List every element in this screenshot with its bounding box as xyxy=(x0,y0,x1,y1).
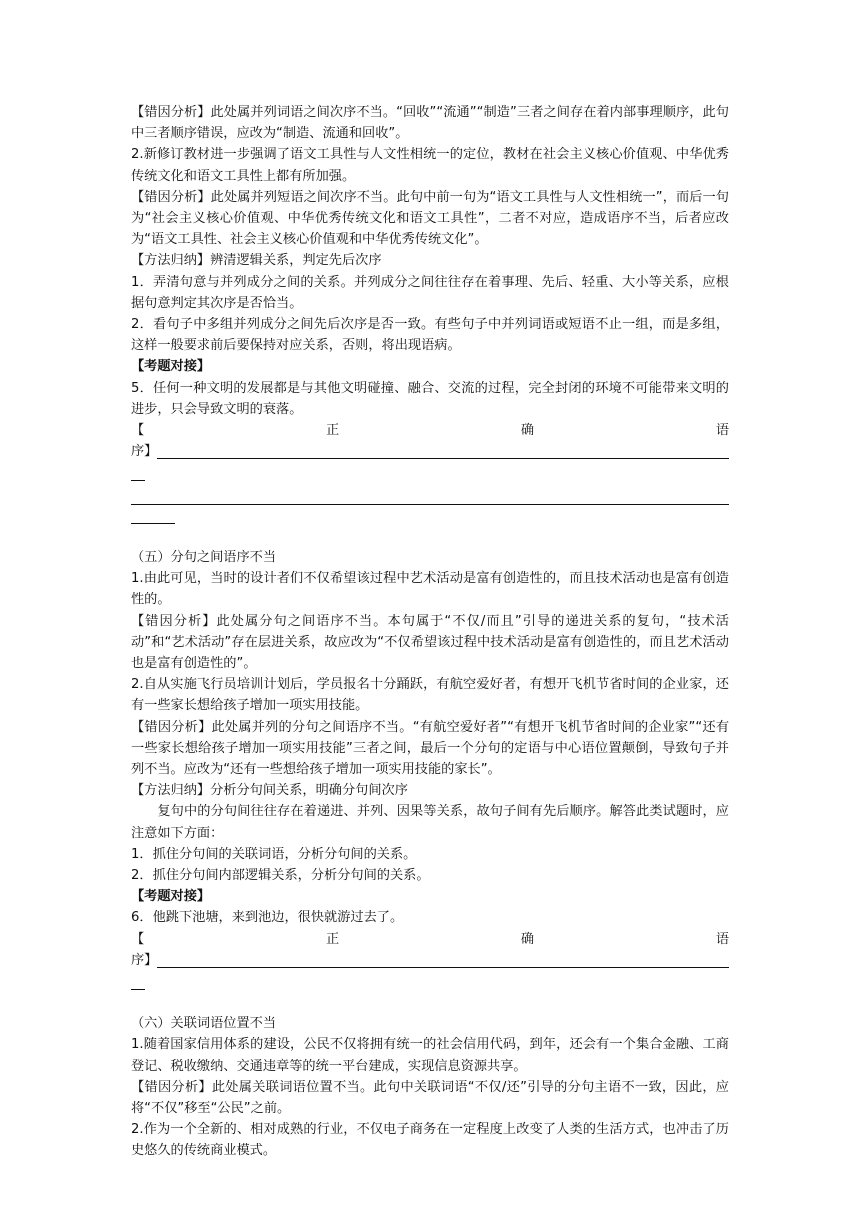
error-analysis-1: 【错因分析】此处属并列词语之间次序不当。“回收”“流通”“制造”三者之间存在着内部事理顺序，此句中三者顺序错误，应改为“制造、流通和回收”。 xyxy=(131,105,729,142)
section-5-analysis-2: 【错因分析】此处属并列的分句之间语序不当。“有航空爱好者”“有想开飞机节省时间的企业家”“还有一些家长想给孩子增加一项实用技能”三者之间，最后一个分句的定语与中心语位置颠倒，导致句子并列不当。应改为“还有一些想给孩子增加一项实用技能的家长”。 xyxy=(131,719,729,778)
answer-stub-row xyxy=(131,462,729,483)
answer-prompt-row-6 xyxy=(131,929,729,950)
answer-stub xyxy=(131,974,145,990)
exam-link-heading: 【考题对接】 xyxy=(131,359,211,375)
question-5: 5．任何一种文明的发展都是与其他文明碰撞、融合、交流的过程，完全封闭的环境不可能带来文明的进步，只会导致文明的衰落。 xyxy=(131,380,729,417)
answer-blank[interactable] xyxy=(157,950,729,968)
section-5-example-2: 2.自从实施飞行员培训计划后，学员报名十分踊跃，有航空爱好者，有想开飞机节省时间的企业家，还有一些家长想给孩子增加一项实用技能。 xyxy=(131,677,729,714)
answer-char-yu: 语 xyxy=(715,423,729,439)
document-page xyxy=(131,102,729,1162)
answer-stub-row-2 xyxy=(131,505,729,526)
section-6-analysis-1: 【错因分析】此处属关联词语位置不当。此句中关联词语“不仅/还”引导的分句主语不一致，因此，应将“不仅”移至“公民”之前。 xyxy=(131,1079,729,1117)
method-point-2: 2．看句子中多组并列成分之间先后次序是否一致。有些句子中并列词语或短语不止一组，而是多组，这样一般要求前后要保持对应关系，否则，将出现语病。 xyxy=(131,317,729,354)
answer-char-zheng: 正 xyxy=(325,931,340,947)
section-5-title: （五）分句之间语序不当 xyxy=(131,550,277,566)
answer-bracket-open: 【 xyxy=(131,931,145,947)
question-6: 6．他跳下池塘，来到池边，很快就游过去了。 xyxy=(131,910,404,926)
answer-line-6[interactable] xyxy=(131,950,729,971)
error-analysis-2: 【错因分析】此处属并列短语之间次序不当。此句中前一句为“语文工具性与人文性相统一”，而后一句为“社会主义核心价值观、中华优秀传统文化和语文工具性”，二者不对应，造成语序不当，后者应改为“语文工具性、社会主义核心价值观和中华优秀传统文化”。 xyxy=(131,189,729,248)
answer-char-xu: 序】 xyxy=(131,444,158,460)
answer-char-que: 确 xyxy=(520,423,535,439)
answer-char-xu: 序】 xyxy=(131,952,158,968)
method-point-1: 1．弄清句意与并列成分之间的关系。并列成分之间往往存在着事理、先后、轻重、大小等关系，应根据句意判定其次序是否恰当。 xyxy=(131,274,729,311)
section-5-method-2: 2．抓住分句间内部逻辑关系，分析分句间的关系。 xyxy=(131,868,430,884)
section-gap xyxy=(131,992,729,1013)
answer-extra-line[interactable] xyxy=(131,484,729,505)
answer-blank[interactable] xyxy=(157,441,729,459)
answer-char-yu: 语 xyxy=(715,931,729,947)
section-5-analysis-1: 【错因分析】此处属分句之间语序不当。本句属于“不仅/而且”引导的递进关系的复句，“技术活动”和“艺术活动”存在层进关系，故应改为“不仅希望该过程中技术活动是富有创造性的，而且艺术活动也是富有创造性的”。 xyxy=(131,613,729,672)
section-6-title: （六）关联词语位置不当 xyxy=(131,1016,277,1032)
answer-stub-row-6 xyxy=(131,971,729,992)
answer-char-que: 确 xyxy=(520,931,535,947)
section-5-method-text: 复句中的分句间往往存在着递进、并列、因果等关系，故句子间有先后顺序。解答此类试题时，应注意如下方面： xyxy=(131,804,729,841)
section-gap xyxy=(131,526,729,547)
answer-bracket-open: 【 xyxy=(131,423,145,439)
section-5-example-1: 1.由此可见，当时的设计者们不仅希望该过程中艺术活动是富有创造性的，而且技术活动也是富有创造性的。 xyxy=(131,571,729,608)
section-5-method-1: 1．抓住分句间的关联词语，分析分句间的关系。 xyxy=(131,846,417,862)
answer-stub xyxy=(131,465,145,481)
answer-char-zheng: 正 xyxy=(325,423,340,439)
answer-stub-2 xyxy=(131,508,175,524)
example-2: 2.新修订教材进一步强调了语文工具性与人文性相统一的定位，教材在社会主义核心价值观、中华优秀传统文化和语文工具性上都有所加强。 xyxy=(131,147,729,184)
section-6-example-2: 2.作为一个全新的、相对成熟的行业，不仅电子商务在一定程度上改变了人类的生活方式，也冲击了历史悠久的传统商业模式。 xyxy=(131,1122,729,1159)
section-5-exam-link: 【考题对接】 xyxy=(131,889,211,905)
section-5-method-heading: 【方法归纳】分析分句间关系，明确分句间次序 xyxy=(131,783,408,799)
method-summary-heading: 【方法归纳】辨清逻辑关系，判定先后次序 xyxy=(131,253,382,269)
answer-prompt-row xyxy=(131,420,729,441)
section-6-example-1: 1.随着国家信用体系的建设，公民不仅将拥有统一的社会信用代码，到年，还会有一个集合金融、工商登记、税收缴纳、交通违章等的统一平台建成，实现信息资源共享。 xyxy=(131,1037,729,1074)
answer-line-5[interactable] xyxy=(131,441,729,462)
